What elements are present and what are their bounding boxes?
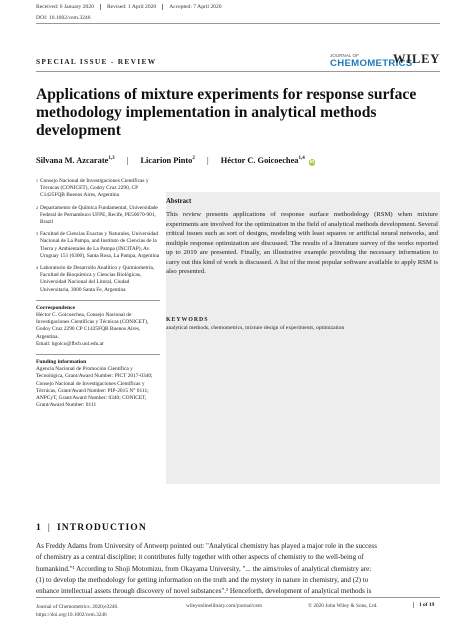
accepted-date: Accepted: 7 April 2020	[169, 4, 222, 10]
affiliation-item	[36, 205, 160, 227]
author-list	[36, 156, 315, 166]
abstract-body	[166, 198, 438, 277]
body-line: As Freddy Adams from University of Antwerp pointed out: "Analytical chemistry has played a major role in the success	[36, 542, 377, 550]
body-line: humankind."¹ According to Shoji Motomizu, from Okayama University, "... the aims/roles of analytical chemistry are:	[36, 564, 372, 573]
footer-site-link[interactable]: wileyonlinelibrary.com/journal/cem	[186, 603, 262, 609]
body-line: (1) to develop the methodology for getting information on the truth and the mystery in nature in chemistry, and (2) to	[36, 575, 369, 584]
body-line: enhance intellectual assets through discovery of novel substances".² Henceforth, development of analytical methods is	[36, 587, 372, 596]
orcid-icon[interactable]: iD	[309, 159, 315, 164]
revised-date: Revised: 1 April 2020	[101, 4, 163, 10]
footer-copyright: © 2020 John Wiley & Sons, Ltd.	[308, 603, 378, 609]
footer-doi-link[interactable]: https://doi.org/10.1002/cem.3246	[36, 612, 107, 619]
affiliation-number: 2	[36, 204, 38, 210]
correspondence-block	[36, 305, 160, 348]
affiliation-number: 4	[36, 265, 38, 271]
section-label: SPECIAL ISSUE - REVIEW	[36, 57, 157, 66]
affiliation-text: Facultad de Ciencias Exactas y Naturales, Universidad Nacional de La Pampa, and Instituto de Ciencias de la Tierra y Ambientales de La Pampa (INCITAP), Av. Uruguay 151 (6300), Santa Rosa, La Pampa, Argentina	[40, 231, 160, 259]
publisher-logo: WILEY	[393, 52, 441, 66]
header-divider	[36, 23, 440, 24]
author-name[interactable]: Héctor C. Goicoechea	[220, 156, 299, 165]
title-divider	[36, 71, 440, 72]
section-separator: |	[47, 522, 51, 533]
correspondence-email[interactable]: Email: hgoico@fbcb.unl.edu.ar	[36, 340, 104, 347]
footer-journal: Journal of Chemometrics. 2020;e3246.	[36, 604, 119, 610]
affiliation-number: 1	[36, 178, 38, 183]
affiliation-item	[36, 231, 160, 260]
left-column	[36, 178, 160, 409]
author-separator: |	[126, 156, 129, 165]
page-number: 1 of 19	[413, 602, 434, 608]
body-line: of chemistry as a central discipline; it contributes fully together with other aspects of chemistry to the well-being of	[36, 553, 364, 562]
introduction-text	[36, 541, 440, 597]
author-affiliation-marker: 1,3	[108, 156, 115, 162]
section-heading	[36, 522, 147, 533]
affiliation-item	[36, 265, 160, 294]
abstract-text: This review presents applications of response surface methodology (RSM) when mixture experiments are involved for the optimization in the field of analytical methods development. Several critical issues such as sort of designs, modeling with least squares or artificial neural networks, and multiple response optimization are discussed. The results of a literature survey of the works reported up to 2019 are presented. Finally, an illustrative example providing the necessary information to carry out this kind of work is discussed. A list of the most popular software available to apply RSM is also presented.	[166, 211, 438, 275]
correspondence-heading: Correspondence	[36, 304, 76, 311]
title-line: methodology implementation in analytical methods	[36, 104, 377, 122]
column-divider	[36, 300, 160, 301]
affiliation-text: Laboratorio de Desarrollo Analítico y Quimiometría, Facultad de Bioquímica y Ciencias Biológicas, Universidad Nacional del Litoral, Ciudad Universitaria, 3000 Santa Fe, Argentina	[40, 265, 155, 293]
correspondence-text: Héctor C. Goicoechea, Consejo Nacional de Investigaciones Científicas y Técnicas (CONICET), Godoy Cruz 2290 CP C1425FQB Buenos Aires, Argentina.	[36, 312, 149, 340]
keywords-heading: KEYWORDS	[166, 317, 209, 323]
author-separator: |	[206, 156, 209, 165]
funding-text: Agencia Nacional de Promoción Científica y Tecnológica, Grant/Award Number: PICT 2017-0340; Consejo Nacional de Investigaciones Científicas y Técnicas, Grant/Award Number: PIP-2015 N° 0111; ANPCyT, Grant/Award Number: 0340; CONICET, Grant/Award Number: 0111	[36, 366, 153, 409]
affiliation-item	[36, 178, 160, 200]
author-name[interactable]: Silvana M. Azcarate	[36, 156, 109, 165]
title-line: Applications of mixture experiments for response surface	[36, 86, 417, 103]
author-affiliation-marker: 2	[192, 156, 195, 162]
journal-logo-small: JOURNAL OF	[330, 53, 359, 58]
author-affiliation-marker: 1,4	[298, 156, 305, 162]
doi[interactable]: DOI: 10.1002/cem.3246	[36, 15, 91, 21]
title-line: development	[36, 122, 121, 140]
received-date: Received: 6 January 2020	[36, 4, 101, 10]
journal-logo-text: CHEMOMETRICS	[330, 58, 413, 69]
footer-citation	[36, 603, 119, 619]
abstract-heading: Abstract	[166, 198, 192, 205]
keywords-text: analytical methods, chemometrics, mixture design of experiments, optimization	[166, 325, 345, 331]
funding-block	[36, 359, 160, 409]
author-name[interactable]: Licarion Pinto	[140, 156, 193, 165]
affiliation-text: Consejo Nacional de Investigaciones Científicas y Técnicas (CONICET), Godoy Cruz 2290, CP C1425FQB Buenos Aires, Argentina	[40, 178, 149, 199]
affiliation-text: Departamento de Química Fundamental, Universidade Federal de Pernambuco UFPE, Recife, PE50670-901, Brazil	[40, 204, 158, 226]
section-title: INTRODUCTION	[56, 522, 147, 533]
affiliation-number: 3	[36, 231, 38, 237]
footer-divider	[36, 597, 440, 598]
section-number: 1	[36, 522, 42, 533]
article-title	[36, 86, 446, 141]
funding-heading: Funding information	[36, 359, 87, 366]
column-divider	[36, 354, 160, 355]
article-dates	[36, 4, 228, 10]
